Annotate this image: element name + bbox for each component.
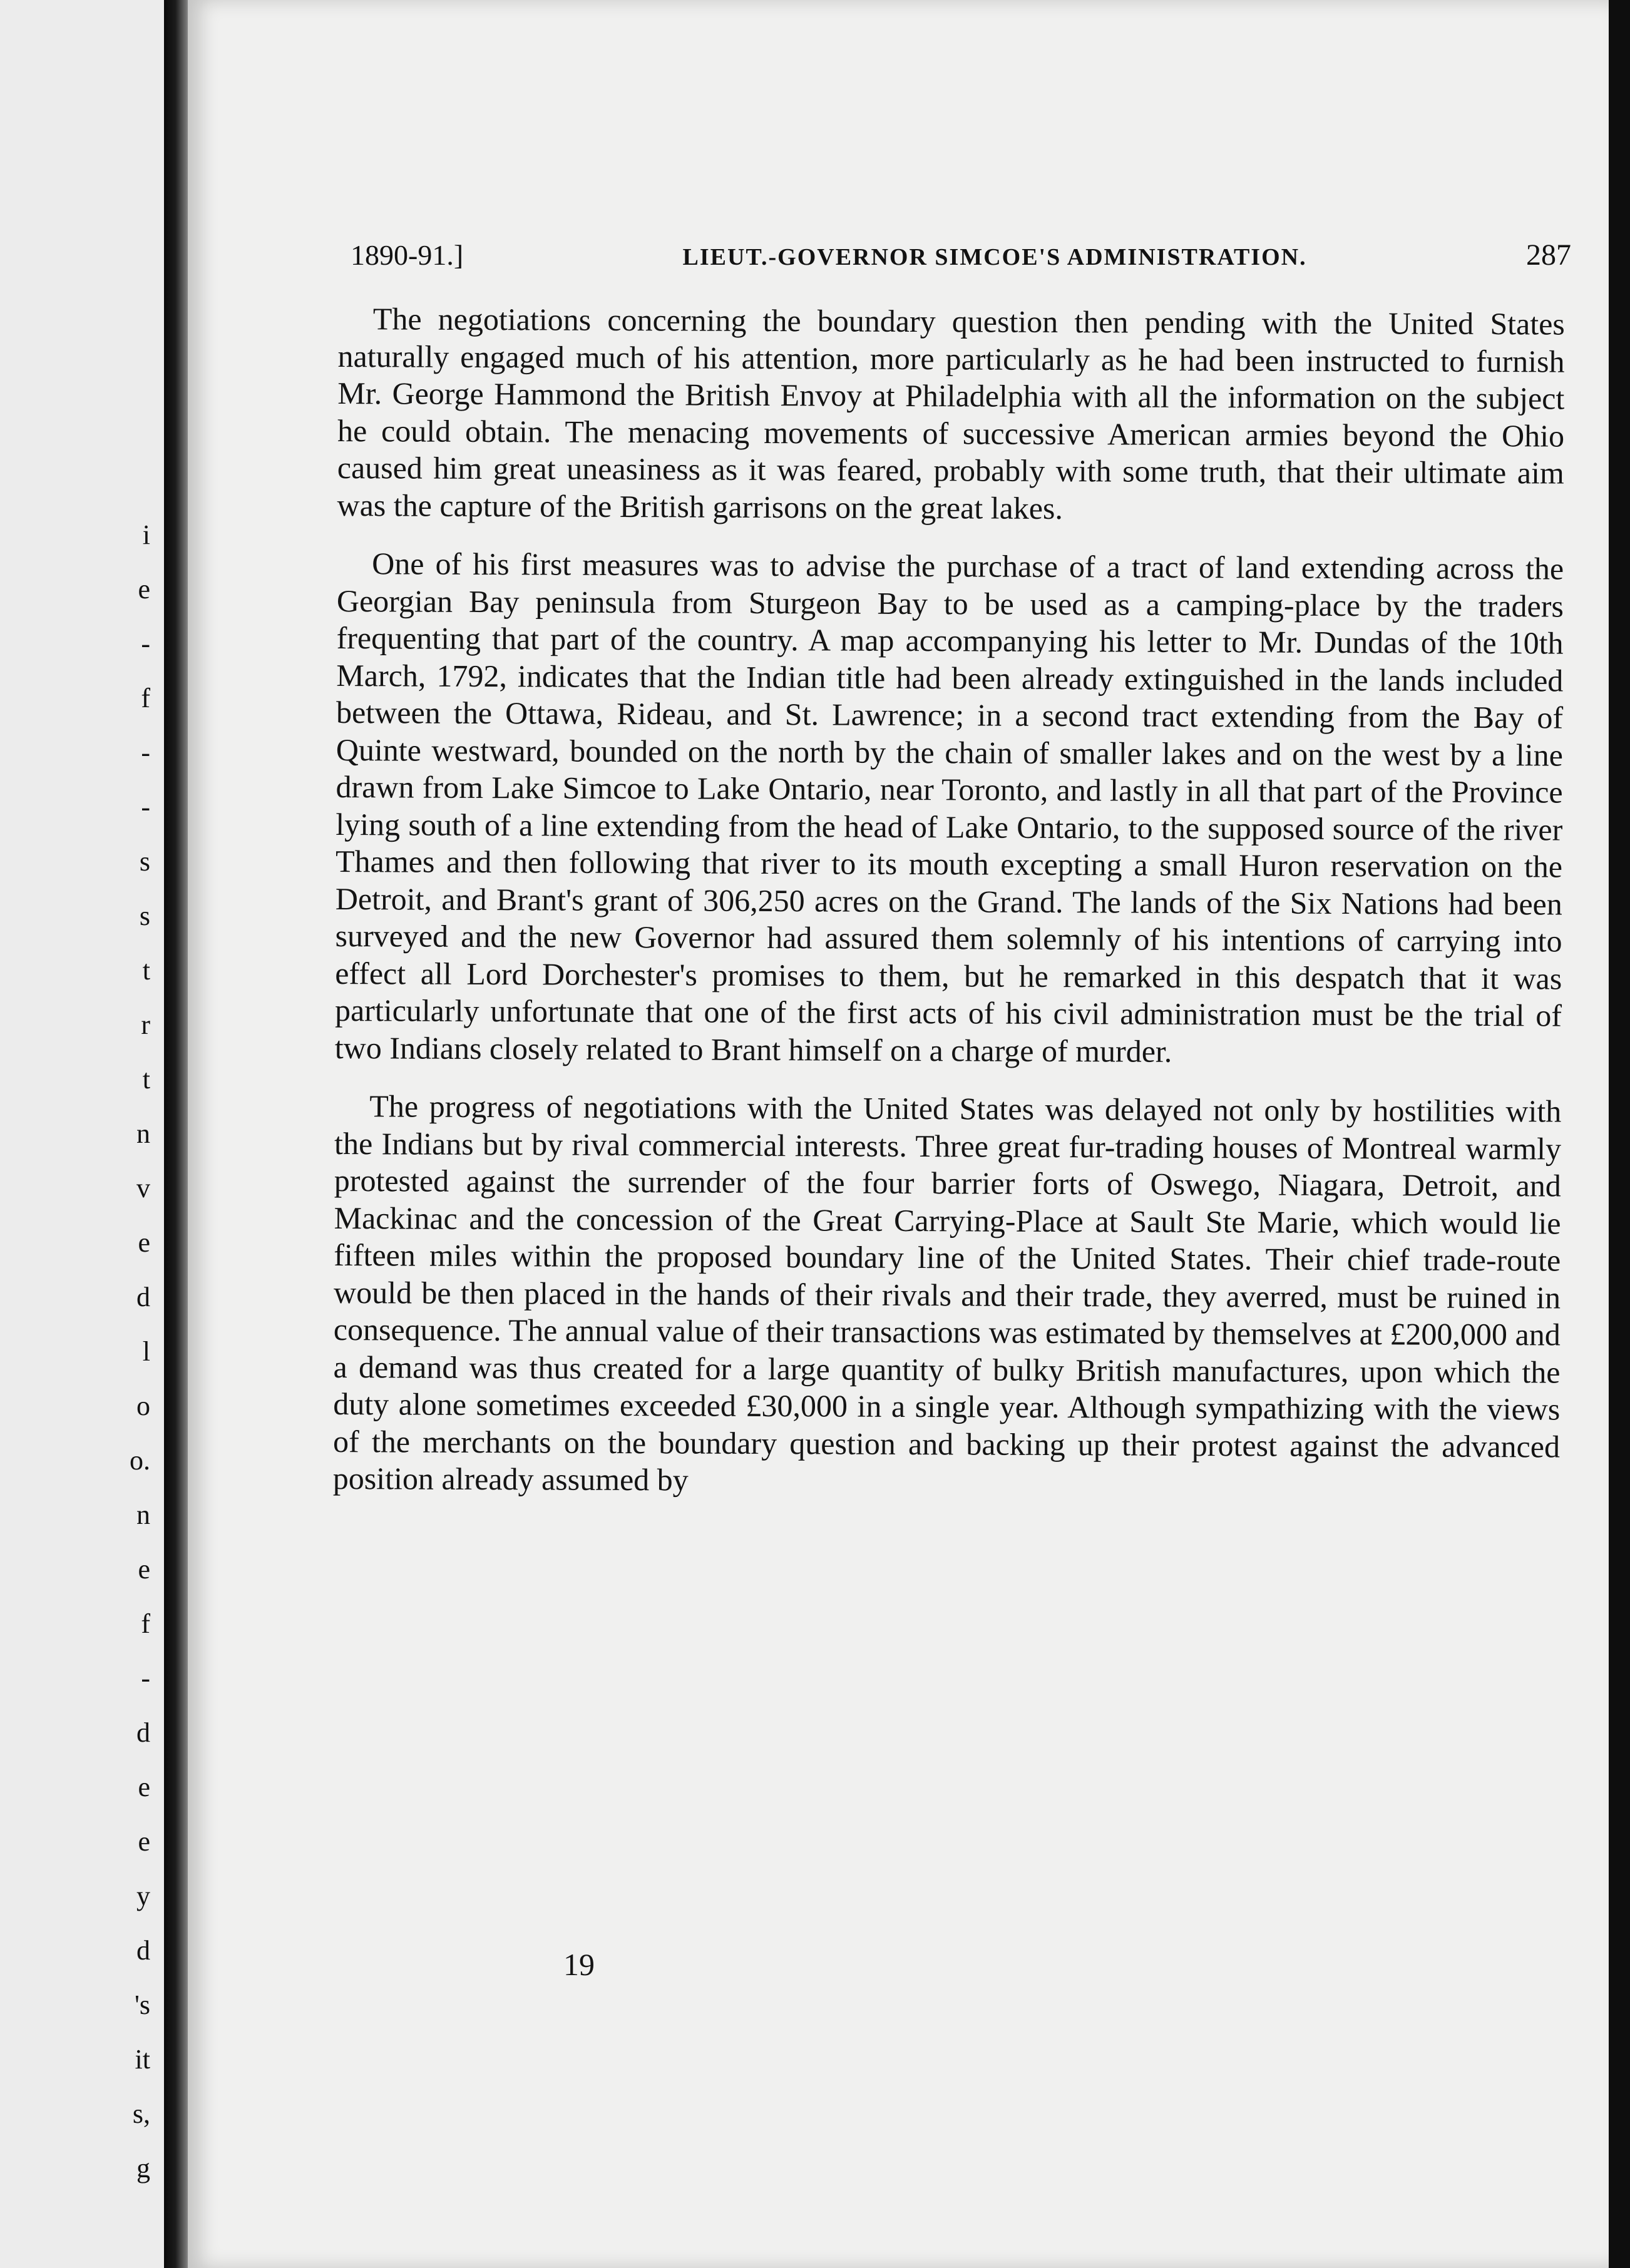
page-number: 287: [1526, 238, 1571, 272]
facing-page-fragment: g: [136, 2153, 150, 2184]
facing-page-fragment: t: [142, 1064, 150, 1095]
running-head-year: 1890-91.]: [351, 239, 464, 271]
facing-page-fragment: 's: [134, 1990, 150, 2020]
facing-page-fragment: -: [141, 792, 150, 822]
running-head-title: LIEUT.-GOVERNOR SIMCOE'S ADMINISTRATION.: [682, 244, 1307, 270]
facing-page-fragment: e: [138, 574, 150, 605]
facing-page-fragment: d: [136, 1935, 150, 1966]
facing-page-fragments: [0, 0, 150, 2268]
facing-page-edge: [0, 0, 182, 2268]
running-head: [351, 238, 1571, 282]
facing-page-fragment: t: [142, 955, 150, 986]
facing-page-fragment: o.: [130, 1445, 150, 1476]
body-text: [333, 300, 1565, 1524]
facing-page-fragment: r: [141, 1009, 150, 1040]
facing-page-fragment: f: [141, 1608, 150, 1639]
facing-page-fragment: n: [136, 1499, 150, 1530]
facing-page-fragment: it: [135, 2044, 150, 2075]
facing-page-fragment: -: [141, 1663, 150, 1693]
facing-page-fragment: e: [138, 1826, 150, 1857]
facing-page-fragment: s,: [132, 2098, 150, 2129]
facing-page-fragment: s: [139, 846, 150, 877]
facing-page-fragment: f: [141, 683, 150, 713]
facing-page-fragment: d: [136, 1282, 150, 1312]
facing-page-fragment: y: [136, 1881, 150, 1911]
facing-page-fragment: e: [138, 1772, 150, 1802]
facing-page-fragment: e: [138, 1554, 150, 1585]
facing-page-fragment: e: [138, 1227, 150, 1258]
facing-page-fragment: l: [142, 1336, 150, 1367]
facing-page-fragment: d: [136, 1717, 150, 1748]
signature-mark: 19: [563, 1947, 595, 1982]
facing-page-fragment: -: [141, 737, 150, 768]
paragraph-1: The negotiations concerning the boundary question then pending with the United States naturally engaged much of his attention, more particularly as he had been instructed to furnish Mr. George Hammond the British Envoy at Philadelphia with all the information on the subject he could obtain. The menacing movements of successive American armies beyond the Ohio caused him great uneasiness as it was feared, probably with some truth, that their ultimate aim was the capture of the British garrisons on the great lakes.: [337, 301, 1565, 526]
facing-page-fragment: n: [136, 1118, 150, 1149]
facing-page-fragment: s: [139, 901, 150, 931]
page: [188, 0, 1609, 2268]
facing-page-fragment: o: [136, 1391, 150, 1421]
facing-page-fragment: v: [136, 1173, 150, 1203]
paragraph-2: One of his first measures was to advise the purchase of a tract of land extending across the Georgian Bay peninsula from Sturgeon Bay to be used as a camping-place by the traders frequenting that part of the country. A map accompanying his letter to Mr. Dundas of the 10th March, 1792, indicates that the Indian title had been already extinguished in the lands included between the Ottawa, Rideau, and St. Lawrence; in a second tract extending from the Bay of Quinte westward, bounded on the north by the chain of smaller lakes and on the west by a line drawn from Lake Simcoe to Lake Ontario, near Toronto, and lastly in all that part of the Province lying south of a line extending from the head of Lake Ontario, to the supposed source of the river Thames and then following that river to its mouth excepting a small Huron reservation on the Detroit, and Brant's grant of 306,250 acres on the Grand. The lands of the Six Nations had been surveyed and the new Governor had assured them solemnly of his intentions of carrying into effect all Lord Dorchester's promises to them, but he remarked in this despatch that it was particularly unfortunate that one of the first acts of his civil administration must be the trial of two Indians closely related to Brant himself on a charge of murder.: [334, 546, 1564, 1069]
scan-edge: [1609, 0, 1630, 2268]
facing-page-fragment: -: [141, 628, 150, 659]
paragraph-3: The progress of negotiations with the United States was delayed not only by hostilities with the Indians but by rival commercial interests. Three great fur-trading houses of Montreal warmly protested against the surrender of the four barrier forts of Oswego, Niagara, Detroit, and Mackinac and the concession of the Great Carrying-Place at Sault Ste Marie, which would lie fifteen miles within the proposed boundary line of the United States. Their chief trade-route would be then placed in the hands of their rivals and their trade, they averred, must be ruined in consequence. The annual value of their transactions was estimated by themselves at £200,000 and a demand was thus created for a large quantity of bulky British manufactures, upon which the duty alone sometimes exceeded £30,000 in a single year. Although sympathizing with the views of the merchants on the boundary question and backing up their protest against the advanced position already assumed by: [332, 1088, 1562, 1498]
facing-page-fragment: i: [142, 519, 150, 550]
